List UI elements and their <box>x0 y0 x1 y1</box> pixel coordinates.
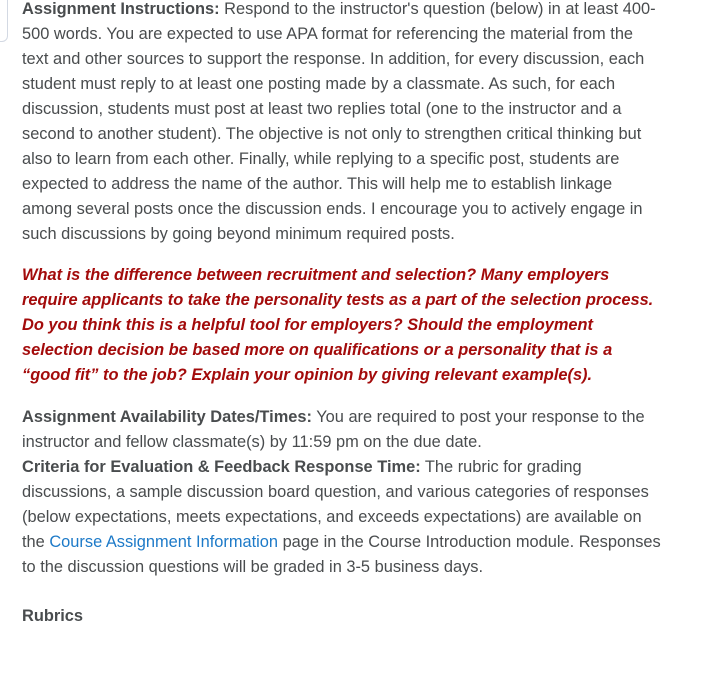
criteria-paragraph <box>22 455 662 580</box>
availability-label: Assignment Availability Dates/Times: <box>22 408 312 426</box>
course-assignment-information-link[interactable]: Course Assignment Information <box>49 533 279 551</box>
discussion-question: What is the difference between recruitment and selection? Many employers require applicants to take the personality tests as a part of the selection process. Do you think this is a helpful tool for employers? Should the employment selection decision be based more on qualifications or a personality that is a “good fit” to the job? Explain your opinion by giving relevant example(s). <box>22 266 654 384</box>
assignment-description <box>22 0 662 629</box>
criteria-label: Criteria for Evaluation & Feedback Response Time: <box>22 458 421 476</box>
availability-text: You are required to post your response to the instructor and fellow classmate(s) by 11:59 pm on the due date. <box>22 408 645 451</box>
criteria-text-before: The rubric for grading discussions, a sample discussion board question, and various categories of responses (below expectations, meets expectations, and exceeds expectations) are available on the <box>22 458 649 551</box>
instructions-text: Respond to the instructor's question (below) in at least 400-500 words. You are expected to use APA format for referencing the material from the text and other sources to support the response. In addition, for every discussion, each student must reply to at least one posting made by a classmate. As such, for each discussion, students must post at least two replies total (one to the instructor and a second to another student). The objective is not only to strengthen critical thinking but also to learn from each other. Finally, while replying to a specific post, students are expected to address the name of the author. This will help me to establish linkage among several posts once the discussion ends. I encourage you to actively engage in such discussions by going beyond minimum required posts. <box>22 0 656 243</box>
left-panel-edge <box>0 0 8 42</box>
instructions-label: Assignment Instructions: <box>22 0 220 18</box>
rubrics-heading: Rubrics <box>22 607 84 625</box>
instructions-paragraph <box>22 0 662 247</box>
criteria-text-after: page in the Course Introduction module. Responses to the discussion questions will be graded in 3-5 business days. <box>22 533 661 576</box>
availability-paragraph <box>22 405 662 455</box>
